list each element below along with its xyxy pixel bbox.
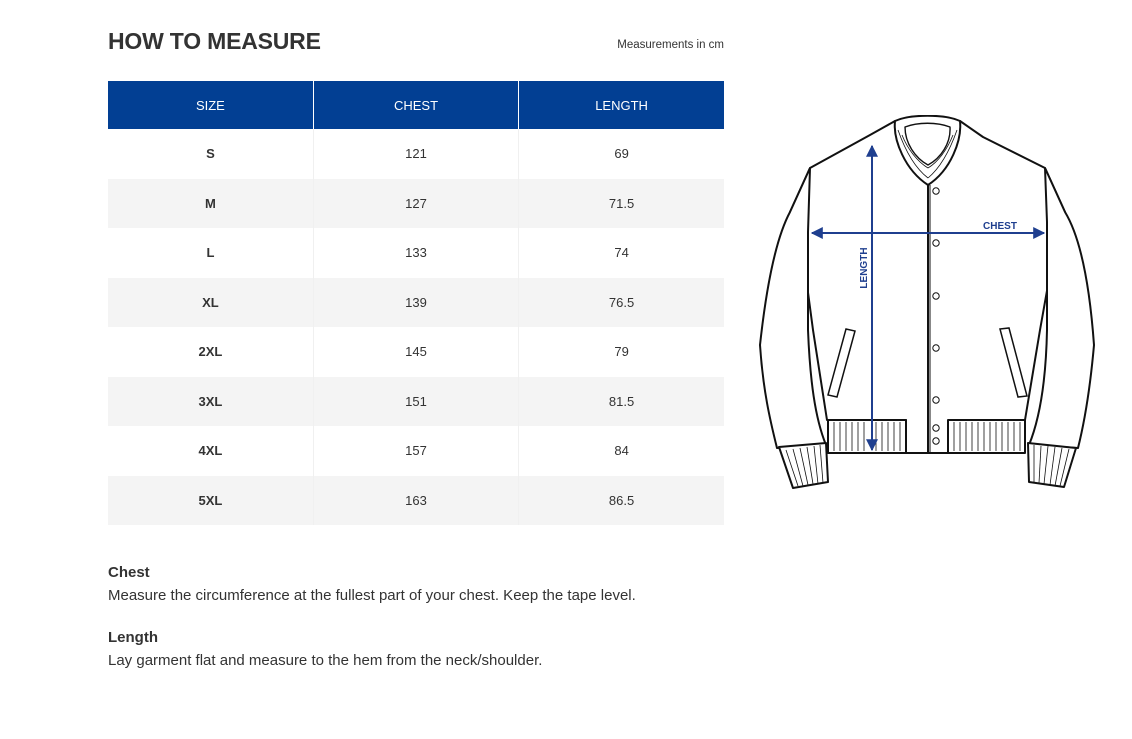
length-cell: 81.5 xyxy=(519,377,724,427)
chest-cell: 133 xyxy=(313,228,518,278)
size-cell: 5XL xyxy=(108,476,313,526)
waistband-right xyxy=(948,420,1025,453)
size-cell: 3XL xyxy=(108,377,313,427)
chest-label: CHEST xyxy=(983,221,1017,232)
length-label: LENGTH xyxy=(859,247,870,289)
length-cell: 71.5 xyxy=(519,179,724,229)
length-note-heading: Length xyxy=(108,629,158,646)
table-row xyxy=(108,476,724,526)
table-row xyxy=(108,228,724,278)
chest-cell: 121 xyxy=(313,129,518,179)
length-cell: 76.5 xyxy=(519,278,724,328)
table-row xyxy=(108,179,724,229)
chest-cell: 157 xyxy=(313,426,518,476)
column-header-size: SIZE xyxy=(108,81,313,129)
size-cell: L xyxy=(206,245,215,261)
table-row xyxy=(108,426,724,476)
size-chart-table xyxy=(108,81,724,525)
size-cell: 2XL xyxy=(198,344,223,360)
page-title: HOW TO MEASURE xyxy=(108,28,321,54)
units-note: Measurements in cm xyxy=(617,39,724,51)
table-header-row xyxy=(108,81,724,129)
chest-note-heading: Chest xyxy=(108,564,150,581)
column-header-length: LENGTH xyxy=(519,81,724,129)
table-row xyxy=(108,278,724,328)
length-cell: 86.5 xyxy=(519,476,724,526)
chest-cell: 163 xyxy=(313,476,518,526)
size-cell: 4XL xyxy=(198,443,223,459)
length-cell: 84 xyxy=(519,426,724,476)
length-cell: 69 xyxy=(519,129,724,179)
size-cell: XL xyxy=(108,278,313,328)
length-cell: 79 xyxy=(519,327,724,377)
column-header-chest: CHEST xyxy=(313,81,518,129)
length-note-text: Lay garment flat and measure to the hem from the neck/shoulder. xyxy=(108,652,543,669)
chest-cell: 127 xyxy=(313,179,518,229)
size-cell: M xyxy=(108,179,313,229)
chest-cell: 139 xyxy=(313,278,518,328)
length-cell: 74 xyxy=(519,228,724,278)
table-row xyxy=(108,377,724,427)
table-row xyxy=(108,327,724,377)
chest-cell: 145 xyxy=(313,327,518,377)
table-row xyxy=(108,129,724,179)
jacket-measurement-diagram xyxy=(755,115,1100,495)
chest-note-text: Measure the circumference at the fullest part of your chest. Keep the tape level. xyxy=(108,587,636,604)
size-cell: S xyxy=(206,146,215,162)
chest-cell: 151 xyxy=(313,377,518,427)
